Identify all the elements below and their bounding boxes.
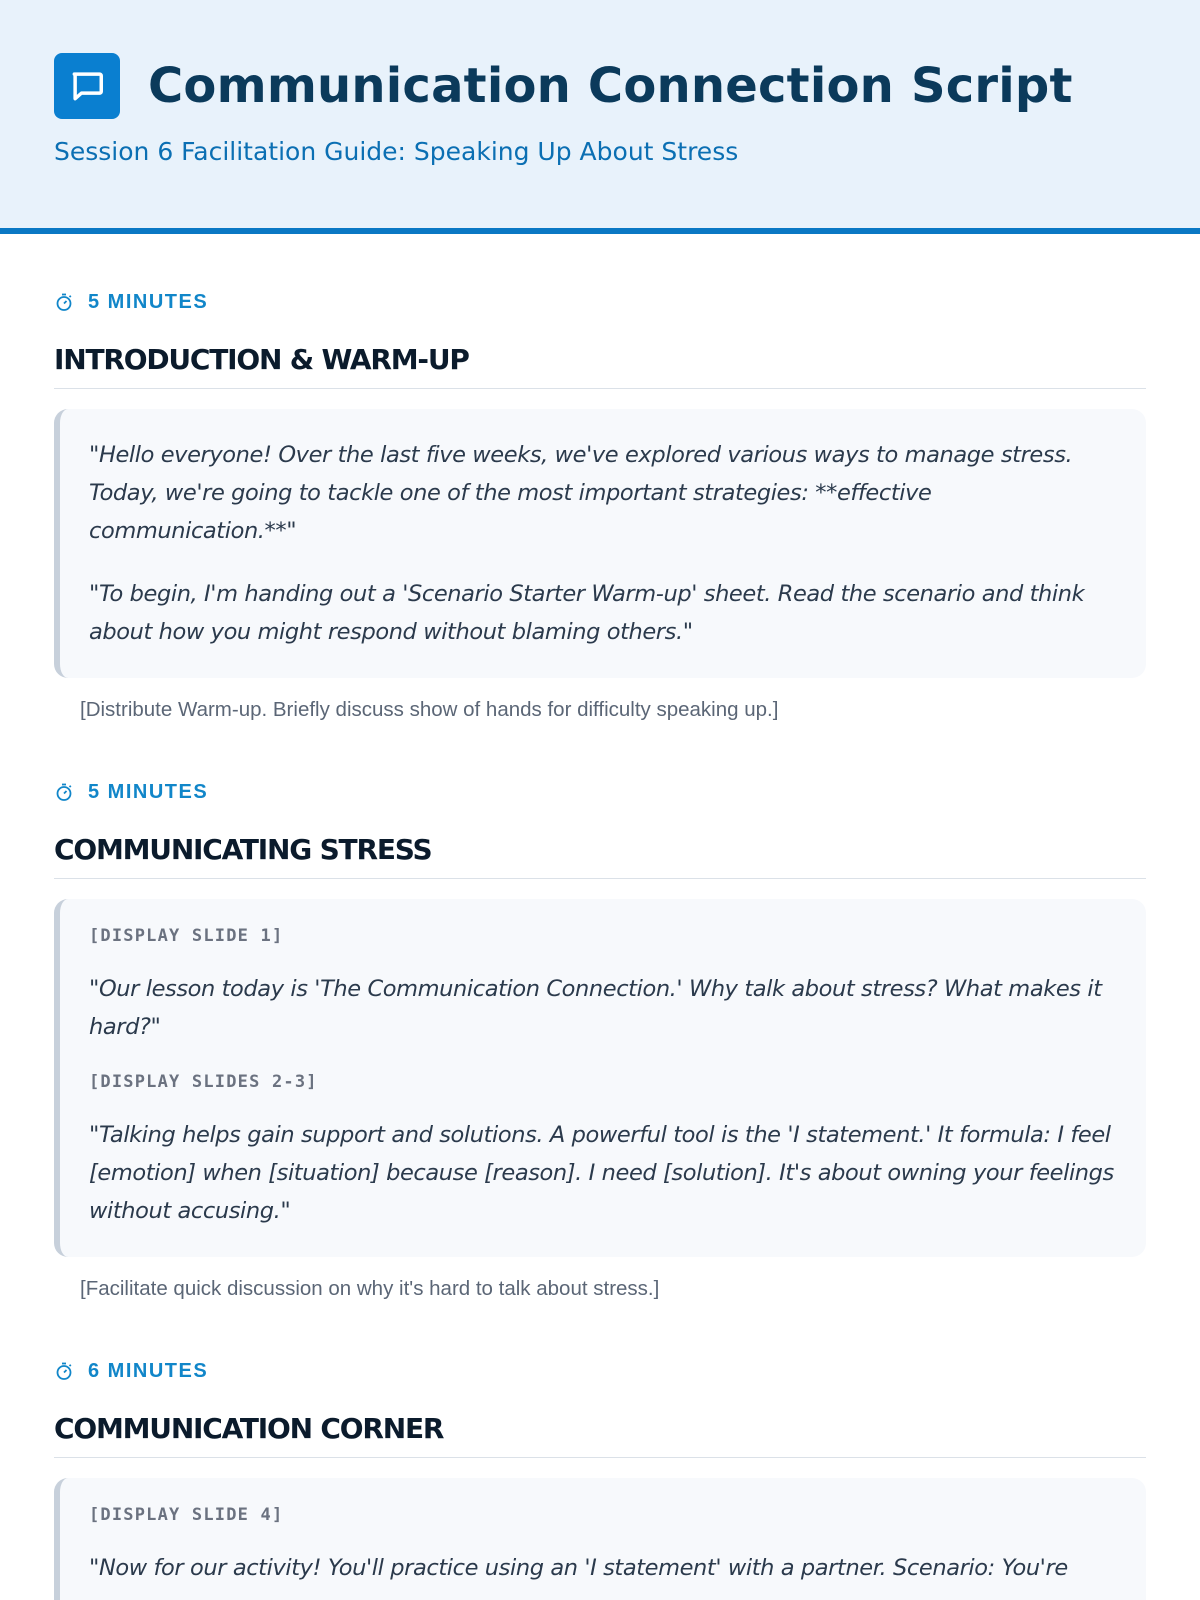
stopwatch-icon — [54, 292, 74, 312]
script-card — [54, 899, 1146, 1257]
section-title: INTRODUCTION & WARM-UP — [54, 343, 1146, 389]
section-timing — [54, 1358, 1146, 1384]
facilitator-note: [Facilitate quick discussion on why it's hard to talk about stress.] — [80, 1277, 660, 1300]
section-introduction — [54, 289, 1146, 722]
script-card — [54, 1478, 1146, 1600]
title-row — [54, 53, 1146, 119]
page-header — [0, 0, 1200, 234]
stopwatch-icon — [54, 1361, 74, 1381]
section-timing — [54, 779, 1146, 805]
stopwatch-icon — [54, 782, 74, 802]
script-card — [54, 409, 1146, 678]
slide-cue: [DISPLAY SLIDE 1] — [89, 926, 284, 946]
script-quote: "Now for our activity! You'll practice using an 'I statement' with a partner. Scenario: You're — [89, 1555, 1068, 1581]
section-communicating-stress — [54, 779, 1146, 1301]
section-title: COMMUNICATING STRESS — [54, 833, 1146, 879]
timing-label: 5 MINUTES — [88, 290, 209, 313]
timing-label: 5 MINUTES — [88, 780, 209, 803]
script-quote: "Talking helps gain support and solutions. A powerful tool is the 'I statement.' It formula: I feel [emotion] when [situation] because [reason]. I need [solution]. It's about owning your feelings without accusing." — [89, 1122, 1114, 1224]
script-quote: "Our lesson today is 'The Communication Connection.' Why talk about stress? What makes it hard?" — [89, 976, 1102, 1040]
script-quote: "To begin, I'm handing out a 'Scenario Starter Warm-up' sheet. Read the scenario and think about how you might respond without blaming others." — [89, 581, 1085, 645]
slide-cue: [DISPLAY SLIDE 4] — [89, 1505, 284, 1525]
section-title: COMMUNICATION CORNER — [54, 1412, 1146, 1458]
slide-cue: [DISPLAY SLIDES 2-3] — [89, 1072, 318, 1092]
page-title: Communication Connection Script — [148, 58, 1073, 114]
page-subtitle: Session 6 Facilitation Guide: Speaking Up About Stress — [54, 137, 739, 166]
section-communication-corner — [54, 1358, 1146, 1600]
facilitator-note: [Distribute Warm-up. Briefly discuss show of hands for difficulty speaking up.] — [80, 698, 779, 721]
script-quote: "Hello everyone! Over the last five weeks, we've explored various ways to manage stress. Today, we're going to tackle one of the most important strategies: **effective communication.**" — [89, 442, 1073, 544]
chat-bubble-icon — [54, 53, 120, 119]
script-content — [0, 234, 1200, 1600]
section-timing — [54, 289, 1146, 315]
timing-label: 6 MINUTES — [88, 1359, 209, 1382]
